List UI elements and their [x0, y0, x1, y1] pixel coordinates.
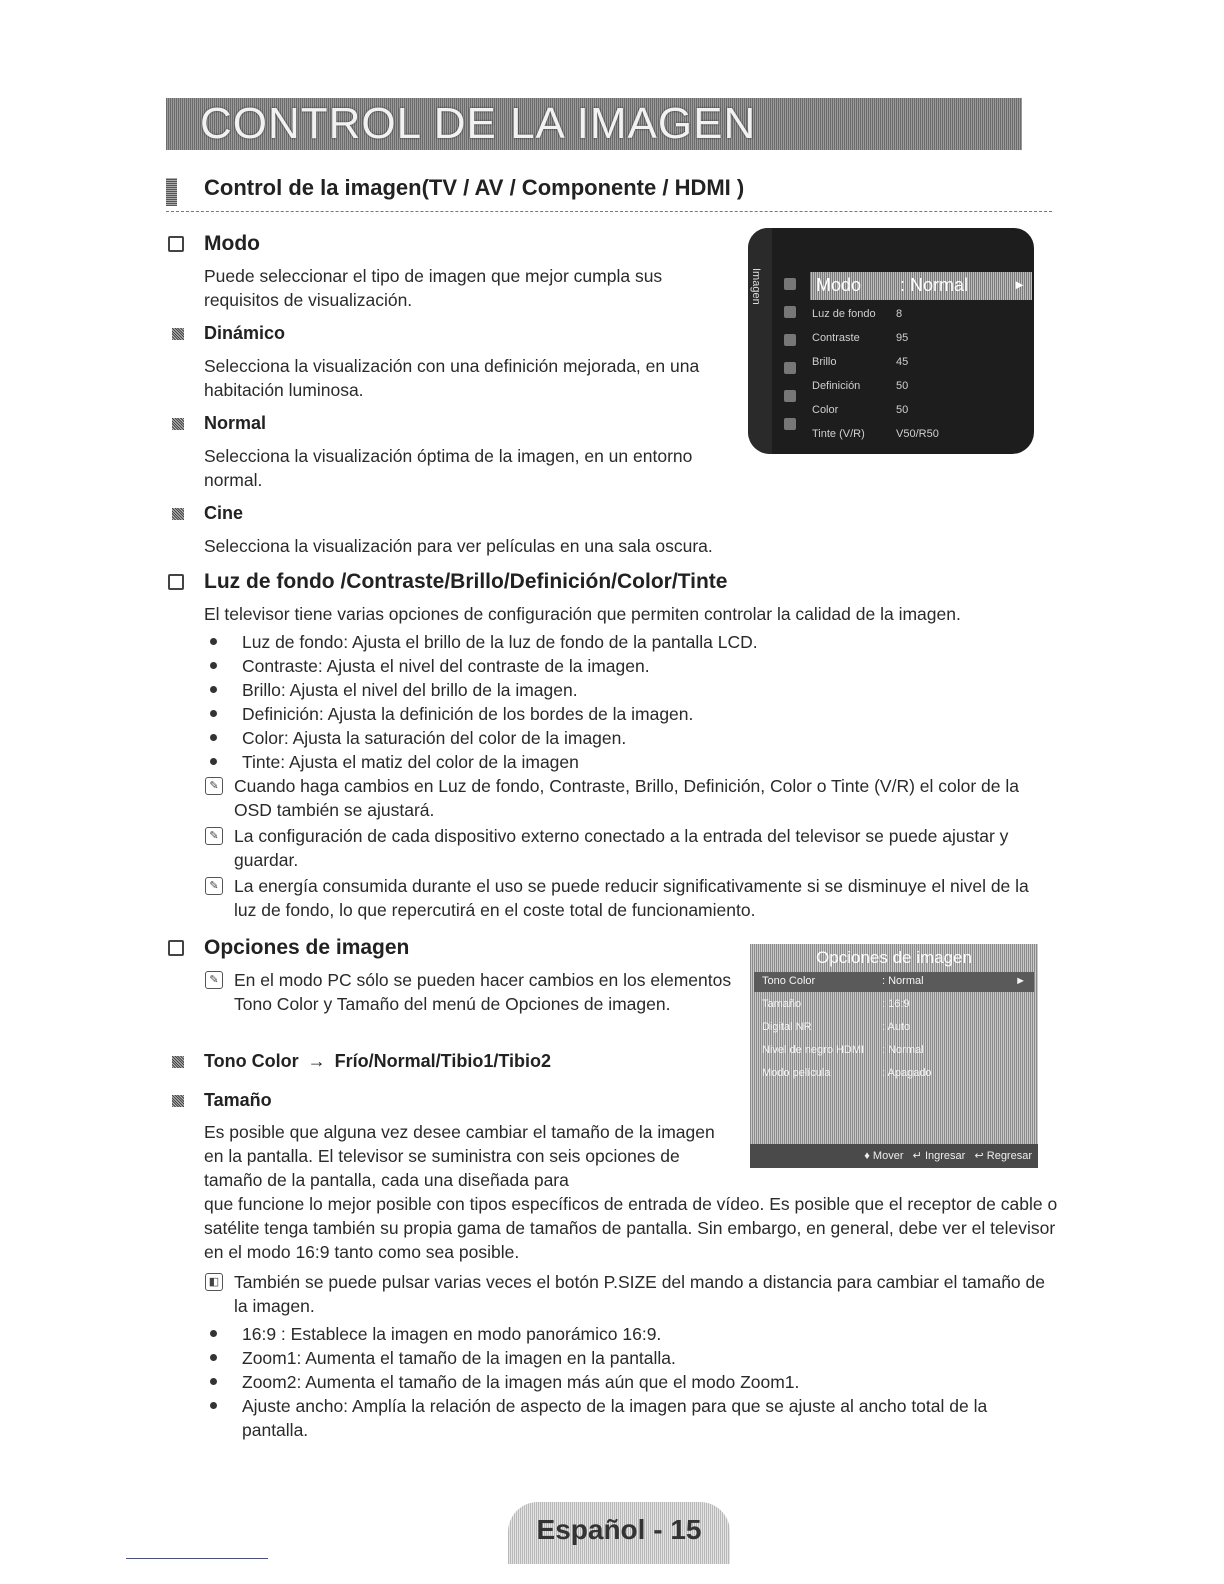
heading-opciones-de-imagen: Opciones de imagen: [204, 936, 410, 959]
tv-menu-highlight-value: : Normal: [900, 275, 969, 295]
tv-menu-row: [812, 404, 1012, 424]
tv-menu-row-value: 50: [896, 404, 909, 416]
luz-bullet: Contraste: Ajusta el nivel del contraste de la imagen.: [242, 656, 650, 676]
tv-options-menu-title: Opciones de imagen: [816, 948, 972, 967]
luz-note: Cuando haga cambios en Luz de fondo, Contraste, Brillo, Definición, Color o Tinte (V/R) el color de la OSD también se ajustará.: [234, 776, 1020, 820]
bullet-icon: [210, 662, 217, 669]
tv-menu-highlight-label: Modo: [816, 275, 862, 295]
tv-menu-row: [812, 428, 1012, 448]
checkbox-icon: [168, 574, 184, 590]
luz-bullet: Color: Ajusta la saturación del color de la imagen.: [242, 728, 627, 748]
tv-options-row: [762, 998, 1032, 1016]
page-number: Español - 15: [536, 1514, 702, 1545]
heading-luz-de-fondo: Luz de fondo /Contraste/Brillo/Definición/Color/Tinte: [204, 570, 728, 593]
tamano-bullet: Ajuste ancho: Amplía la relación de aspecto de la imagen para que se ajuste al ancho total de la pantalla.: [242, 1396, 988, 1440]
note-icon: ✎: [205, 971, 223, 989]
sound-icon: [784, 306, 796, 318]
bullet-icon: [210, 734, 217, 741]
bullet-icon: [210, 710, 217, 717]
opciones-note: En el modo PC sólo se pueden hacer cambios en los elementos Tono Color y Tamaño del menú de Opciones de imagen.: [234, 970, 732, 1014]
square-bullet-icon: [172, 328, 184, 340]
tv-menu-row-value: 45: [896, 356, 909, 368]
tamano-bullet: 16:9 : Establece la imagen en modo panorámico 16:9.: [242, 1324, 662, 1344]
tv-options-row: [762, 975, 1032, 993]
section-title: Control de la imagen(TV / AV / Componente / HDMI ): [204, 175, 745, 200]
tv-options-row-label: Nivel de negro HDMI: [762, 1044, 865, 1056]
tamano-text: Es posible que alguna vez desee cambiar el tamaño de la imagen en la pantalla. El televisor se suministra con seis opciones de tamaño de la pantalla, cada una diseñada para: [204, 1122, 715, 1190]
tamano-text-continued: que funcione lo mejor posible con tipos específicos de entrada de vídeo. Es posible que el receptor de cable o satélite tenga también su propia gama de tamaños de pantalla. Sin embargo, en general, debe ver el televisor en el modo 16:9 tanto como sea posible.: [204, 1194, 1058, 1262]
item-text-normal: Selecciona la visualización óptima de la imagen, en un entorno normal.: [204, 446, 693, 490]
tono-color-values: Frío/Normal/Tibio1/Tibio2: [334, 1051, 552, 1071]
tv-menu-side-label: Imagen: [750, 268, 762, 305]
tv-options-footer: [750, 1144, 1038, 1168]
application-icon: [784, 418, 796, 430]
tv-options-row-label: Modo película: [762, 1067, 831, 1079]
enter-hint: ↵ Ingresar: [912, 1150, 966, 1162]
note-icon: ✎: [205, 777, 223, 795]
footer-rule: [126, 1558, 268, 1559]
bullet-icon: [210, 1330, 217, 1337]
bullet-icon: [210, 758, 217, 765]
tv-options-row-value: : Normal: [882, 1044, 924, 1056]
back-hint: ↩ Regresar: [974, 1150, 1032, 1162]
luz-note: La energía consumida durante el uso se puede reducir significativamente si se disminuye el nivel de la luz de fondo, lo que repercutirá en el coste total de funcionamiento.: [234, 876, 1029, 920]
tv-menu-sidebar: [748, 228, 772, 454]
tv-options-row-value: : Normal: [882, 975, 924, 987]
tv-options-row-label: Tono Color: [762, 975, 816, 987]
tamano-bullet: Zoom2: Aumenta el tamaño de la imagen más aún que el modo Zoom1.: [242, 1372, 800, 1392]
tv-menu-row-value: V50/R50: [896, 428, 939, 440]
tv-options-menu-screenshot: [750, 944, 1038, 1168]
tv-menu-row-label: Definición: [812, 380, 861, 392]
luz-bullet: Tinte: Ajusta el matiz del color de la imagen: [242, 752, 579, 772]
input-icon: [784, 390, 796, 402]
tv-menu-row-label: Luz de fondo: [812, 308, 876, 320]
checkbox-icon: [168, 940, 184, 956]
checkbox-icon: [168, 236, 184, 252]
move-hint: ♦ Mover: [864, 1150, 904, 1162]
tv-menu-highlight-row: [810, 272, 1032, 300]
tv-options-row-label: Digital NR: [762, 1021, 812, 1033]
bullet-icon: [210, 1402, 217, 1409]
section-divider: [166, 211, 1052, 212]
tv-menu-row-value: 8: [896, 308, 903, 320]
modo-intro: Puede seleccionar el tipo de imagen que mejor cumpla sus requisitos de visualización.: [204, 266, 663, 310]
tv-menu-row: [812, 308, 1012, 328]
note-icon: ✎: [205, 827, 223, 845]
note-icon: ✎: [205, 877, 223, 895]
luz-bullet: Luz de fondo: Ajusta el brillo de la luz de fondo de la pantalla LCD.: [242, 632, 758, 652]
tv-menu-row-label: Contraste: [812, 332, 860, 344]
item-title-normal: Normal: [204, 413, 267, 433]
tv-options-row-label: Tamaño: [762, 998, 802, 1010]
tv-menu-row: [812, 332, 1012, 352]
bullet-icon: [210, 686, 217, 693]
page-title: CONTROL DE LA IMAGEN: [200, 99, 757, 148]
item-title-cine: Cine: [204, 503, 244, 523]
tv-menu-row-label: Tinte (V/R): [812, 428, 865, 440]
tv-menu-row-value: 95: [896, 332, 909, 344]
tv-menu-screenshot: [748, 228, 1034, 454]
luz-bullet: Definición: Ajusta la definición de los bordes de la imagen.: [242, 704, 694, 724]
remote-note: También se puede pulsar varias veces el botón P.SIZE del mando a distancia para cambiar el tamaño de la imagen.: [234, 1272, 1045, 1316]
square-bullet-icon: [172, 508, 184, 520]
tv-menu-row: [812, 380, 1012, 400]
tv-options-row-value: : 16:9: [882, 998, 910, 1010]
bullet-icon: [210, 1354, 217, 1361]
square-bullet-icon: [172, 1056, 184, 1068]
tv-options-footer-items: [864, 1149, 1032, 1162]
section-marker: [166, 178, 177, 206]
square-bullet-icon: [172, 418, 184, 430]
item-title-tamano: Tamaño: [204, 1090, 272, 1110]
tono-color-label: Tono Color: [204, 1051, 299, 1071]
tv-menu-icon-column: [778, 278, 804, 446]
luz-intro: El televisor tiene varias opciones de configuración que permiten controlar la calidad de la imagen.: [204, 604, 961, 624]
tv-options-row-value: : Apagado: [882, 1067, 932, 1079]
picture-icon: [784, 278, 796, 290]
tv-options-row-value: : Auto: [882, 1021, 911, 1033]
setup-icon: [784, 362, 796, 374]
square-bullet-icon: [172, 1095, 184, 1107]
tv-options-row: [762, 1044, 1032, 1062]
item-title-dinamico: Dinámico: [204, 323, 286, 343]
tv-options-row: [762, 1021, 1032, 1039]
arrow-right-icon: ►: [1013, 277, 1026, 292]
item-text-dinamico: Selecciona la visualización con una definición mejorada, en una habitación luminosa.: [204, 356, 700, 400]
luz-note: La configuración de cada dispositivo externo conectado a la entrada del televisor se puede ajustar y guardar.: [234, 826, 1009, 870]
channel-icon: [784, 334, 796, 346]
tv-menu-row-value: 50: [896, 380, 909, 392]
item-text-cine: Selecciona la visualización para ver películas en una sala oscura.: [204, 536, 713, 556]
luz-bullet: Brillo: Ajusta el nivel del brillo de la imagen.: [242, 680, 578, 700]
heading-modo: Modo: [204, 232, 260, 255]
bullet-icon: [210, 1378, 217, 1385]
item-title-tono-color: [204, 1051, 551, 1072]
tv-menu-row-label: Color: [812, 404, 839, 416]
tv-menu-row: [812, 356, 1012, 376]
tv-options-row: [762, 1067, 1032, 1085]
bullet-icon: [210, 638, 217, 645]
arrow-right-icon: ►: [1015, 975, 1026, 987]
arrow-icon: →: [307, 1051, 326, 1071]
remote-note-icon: ◧: [205, 1273, 223, 1291]
tv-menu-row-label: Brillo: [812, 356, 837, 368]
tamano-bullet: Zoom1: Aumenta el tamaño de la imagen en la pantalla.: [242, 1348, 676, 1368]
